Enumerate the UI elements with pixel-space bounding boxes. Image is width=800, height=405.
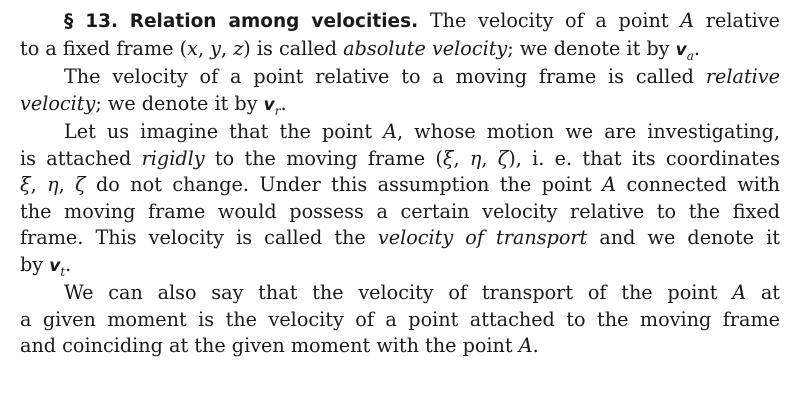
subscript-r: r	[274, 103, 281, 118]
text-run: is attached	[20, 146, 132, 170]
text-line: a given moment is the velocity of a point attached to the moving frame	[20, 307, 780, 331]
term-relative: relative	[705, 65, 780, 88]
vector-v-r: v	[263, 94, 275, 115]
term-rigidly: rigidly	[141, 146, 205, 170]
text-run: and we denote it	[599, 226, 780, 249]
symbol-a: A	[518, 334, 533, 357]
text-run: , whose motion we are investigating,	[396, 120, 780, 143]
text-run: to a fixed frame (	[20, 36, 188, 60]
symbol-a: A	[383, 120, 397, 143]
text-run: .	[532, 334, 539, 357]
symbol-zeta: ζ	[497, 146, 509, 170]
text-run: at	[760, 281, 780, 304]
symbol-xi: ξ	[442, 146, 454, 170]
text-line	[20, 225, 780, 252]
text-line	[20, 333, 780, 360]
text-run: and coinciding at the given moment with the point	[20, 334, 513, 357]
text-line	[20, 252, 780, 281]
subscript-a: a	[686, 48, 694, 63]
paragraph-relative-velocity	[20, 64, 780, 119]
term-velocity: velocity	[20, 91, 96, 115]
text-run: Let us imagine that the point	[64, 120, 373, 143]
paragraph-velocity-of-transport	[20, 119, 780, 280]
text-run: The velocity of a point	[429, 9, 669, 32]
section-number: § 13.	[64, 11, 119, 32]
symbol-eta: η	[469, 146, 482, 170]
symbol-eta: η	[47, 173, 59, 196]
text-run: We can also say that the velocity of transport of the point	[64, 281, 718, 304]
text-line: ξ, η, ζ do not change. Under this assumption the point A connected with	[20, 173, 780, 196]
text-run: ; we denote it by	[507, 36, 670, 60]
symbol-zeta: ζ	[75, 173, 86, 196]
text-run: .	[693, 36, 700, 60]
text-line	[20, 119, 780, 146]
symbol-a: A	[732, 281, 747, 304]
text-run: frame. This velocity is called the	[20, 226, 366, 249]
symbol-z: z	[233, 36, 244, 60]
text-run: ; we denote it by	[95, 91, 258, 115]
text-run: ) is called	[243, 36, 338, 60]
vector-v-a: v	[675, 39, 687, 60]
term-velocity-of-transport: velocity of transport	[377, 226, 588, 249]
symbol-x: x	[187, 36, 198, 60]
subscript-t: t	[60, 264, 66, 279]
text-run: .	[280, 91, 287, 115]
text-line: is attached rigidly to the moving frame (ξ, η, ζ), i. e. that its coordinates	[20, 146, 781, 170]
symbol-y: y	[210, 36, 221, 60]
text-run: The velocity of a point relative to a moving frame is called	[64, 65, 694, 88]
section-title: Relation among velocities.	[129, 11, 419, 32]
text-run: do not change. Under this assumption the point	[96, 173, 592, 196]
text-run: relative	[705, 9, 780, 32]
text-run: to the moving frame (	[214, 146, 443, 170]
paragraph-transport-definition	[20, 280, 780, 360]
text-line	[20, 8, 780, 36]
text-line	[20, 64, 780, 91]
term-absolute-velocity: absolute velocity	[343, 36, 508, 60]
text-run: connected with	[626, 173, 780, 196]
text-run: .	[65, 252, 72, 276]
symbol-a: A	[602, 173, 617, 196]
text-line: the moving frame would possess a certain velocity relative to the fixed	[20, 199, 780, 223]
text-line	[20, 91, 780, 120]
text-line	[20, 280, 780, 307]
text-run: by	[20, 252, 44, 276]
paragraph-absolute-velocity	[20, 8, 780, 64]
vector-v-t: v	[49, 255, 61, 276]
symbol-a: A	[680, 9, 695, 32]
symbol-xi: ξ	[20, 173, 31, 196]
text-line: to a fixed frame (x, y, z) is called absolute velocity; we denote it by $v_a$.	[20, 36, 700, 63]
text-run: ), i. e. that its coordinates	[508, 146, 781, 170]
